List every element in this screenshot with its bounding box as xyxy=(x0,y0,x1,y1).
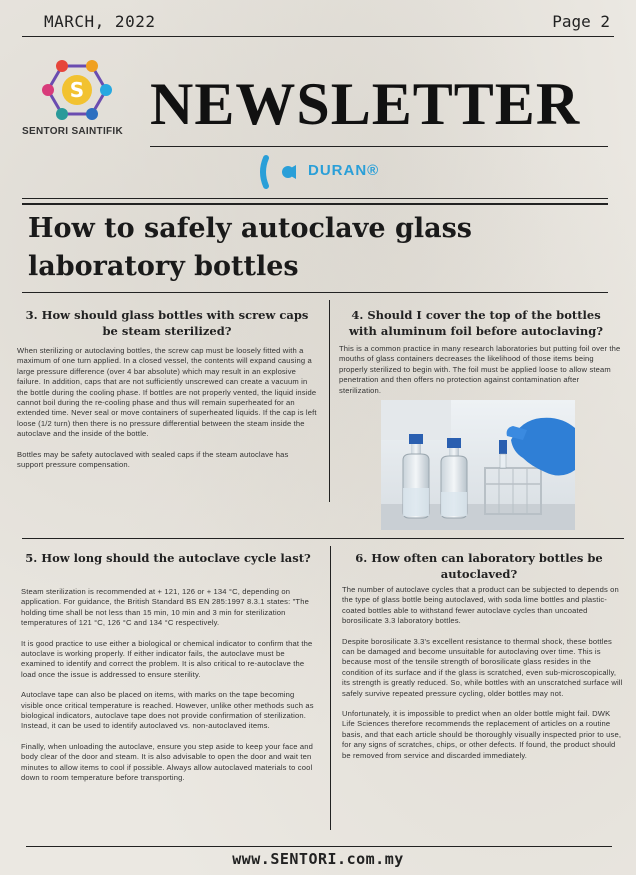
section-5-paragraph: Autoclave tape can also be placed on items, with marks on the tape becoming visible once critical temperature is reached. However, unlike other methods such as biological indicators, autoclave tape does not provide confirmation of sterilization. Instead, it can be used to identify autoclaved vs. non-autoclaved items. xyxy=(21,690,314,731)
section-6-paragraph: The number of autoclave cycles that a product can be subjected to depends on the type of glass bottle being autoclaved, with soda lime bottles and plastic-coated bottles able to withstand fewer autoclave cycles than uncoated borosilicate 3.3 laboratory bottles. xyxy=(342,585,619,626)
footer-url-link[interactable]: www.SENTORI.com.my xyxy=(232,850,404,868)
middle-rule xyxy=(22,538,624,539)
issue-date: MARCH, 2022 xyxy=(44,12,156,31)
section-3-body xyxy=(17,346,317,480)
section-6-body xyxy=(342,585,624,771)
newsletter-title: NEWSLETTER xyxy=(150,71,581,137)
headline-rule-bottom xyxy=(22,292,608,293)
section-5-body xyxy=(21,587,317,794)
footer-rule xyxy=(26,846,612,847)
article-headline: How to safely autoclave glass laboratory bottles xyxy=(28,213,472,282)
section-6-heading: 6. How often can laboratory bottles be autoclaved? xyxy=(355,551,603,581)
section-5-paragraph: Finally, when unloading the autoclave, ensure you step aside to keep your face and body clear of the door and steam. It is also advisable to open the door and wait ten minutes to allow items to cool if possible. Always allow autoclaved materials to cool down to room temperature before transporting. xyxy=(21,741,314,783)
headline-rule-top-1 xyxy=(22,198,608,199)
column-divider-bottom xyxy=(330,546,331,830)
section-6-paragraph: Despite borosilicate 3.3's excellent resistance to thermal shock, these bottles can be damaged and become unsuitable for autoclaving over time. This is because most of the tensile strength of borosilicate glass resides in the condition of its surface and if the glass is scratched, even sub-microscopically, its strength is greatly reduced. So, while bottles with an unscratched surface will safely survive repeated pressure cycling, older bottles may not. xyxy=(342,636,623,698)
section-3-paragraph: When sterilizing or autoclaving bottles, the screw cap must be loosely fitted with a maximum of one turn applied. In a closed vessel, the contents will expand causing a large pressure difference (over 4 bar absolute) which may result in an explosive failure. In addition, caps that are not sufficiently unscrewed can create a vacuum in the bottle during the cooling phase. If bottles are not properly vented, the liquid inside cannot boil during the re-cooling phase and thus will remain superheated for an extended time. Never seal or move containers of superheated liquids. If the cap is left loose (1/2 turn) then there is no pressure differential between the steam inside the autoclave and the inside of the bottle. xyxy=(17,346,317,439)
lab-bottles-photo xyxy=(381,400,575,530)
header-top-rule xyxy=(22,36,614,37)
svg-text:S: S xyxy=(69,78,85,102)
section-3-paragraph: Bottles may be safety autoclaved with sealed caps if the steam autoclave has support pressure compensation. xyxy=(17,449,289,470)
duran-mark-icon xyxy=(258,152,306,192)
section-5-paragraph: Steam sterilization is recommended at + 121, 126 or + 134 °C, depending on application. For guidance, the British Standard BS EN 285:1997 8.3.1 states: "The holding time shall be not less than 15 min, 10 min and 3 min for sterilization temperatures of 121 °C, 126 °C and 134 °C respectively. xyxy=(21,587,309,628)
section-6-paragraph: Unfortunately, it is impossible to predict when an older bottle might fail. DWK Life Sciences therefore recommends the replacement of articles on a routine basis, and that each article should be thoroughly visually inspected prior to use, for any signs of scratches, chips, or other defects. If found, the product should be removed from service and discarded immediately. xyxy=(342,709,622,760)
section-4-paragraph: This is a common practice in many research laboratories but putting foil over the mouths of glass containers decreases the likelihood of those items being properly sterilized to begin with. The foil must be applied loose to allow steam penetration and then offers no protection against contamination after sterilization. xyxy=(339,344,621,395)
headline-rule-top-2 xyxy=(22,203,608,205)
section-5-heading: 5. How long should the autoclave cycle last? xyxy=(25,551,311,565)
section-3-heading: 3. How should glass bottles with screw caps be steam sterilized? xyxy=(25,308,309,338)
duran-brand-text: DURAN® xyxy=(308,162,380,179)
molecule-logo-icon xyxy=(22,56,134,128)
header-rule-upper xyxy=(150,146,608,147)
column-divider-top xyxy=(329,300,330,502)
company-name: SENTORI SAINTIFIK xyxy=(22,126,124,137)
section-4-body xyxy=(339,344,623,406)
page-number: Page 2 xyxy=(552,12,610,31)
section-4-heading: 4. Should I cover the top of the bottles with aluminum foil before autoclaving? xyxy=(348,308,604,338)
section-5-paragraph: It is good practice to use either a biological or chemical indicator to confirm that the autoclave is working properly. If either indicator fails, the autoclave must be examined to identify and correct the problem. It is also critical to re-autoclave the load once the issue is addressed to ensure sterility. xyxy=(21,638,313,679)
